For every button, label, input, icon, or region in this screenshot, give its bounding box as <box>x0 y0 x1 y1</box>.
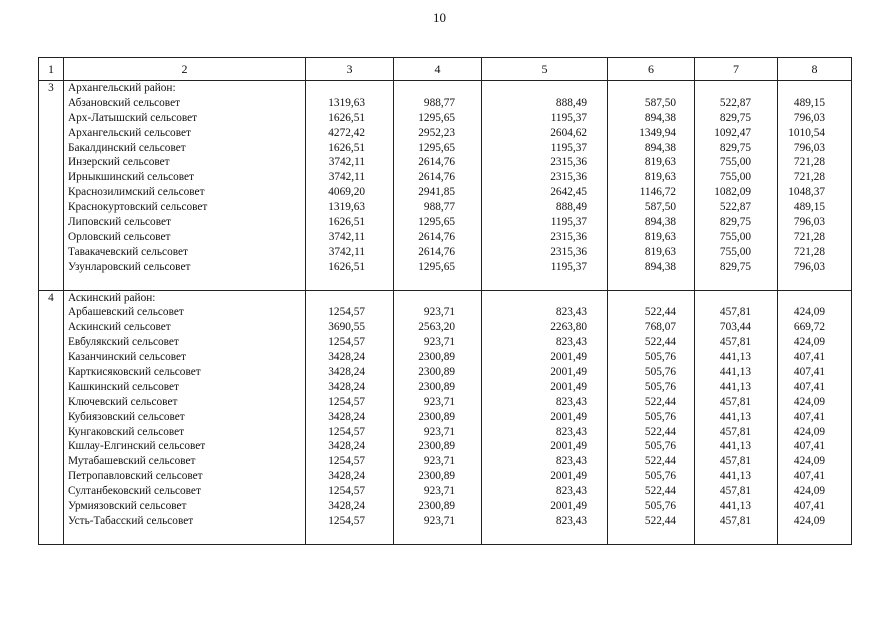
value-cell: 441,13 <box>719 351 751 364</box>
value-cell: 424,09 <box>793 455 825 468</box>
value-spacer <box>608 291 694 306</box>
value-cell: 2614,76 <box>418 171 455 184</box>
district-title: Архангельский район: <box>68 82 176 94</box>
value-cell: 457,81 <box>719 306 751 319</box>
value-cell: 721,28 <box>793 230 825 243</box>
council-name: Орловский сельсовет <box>68 230 171 243</box>
value-cell: 829,75 <box>719 216 751 229</box>
value-cell: 755,00 <box>719 245 751 258</box>
value-cell: 424,09 <box>793 485 825 498</box>
value-cell: 407,41 <box>793 351 825 364</box>
value-cell: 424,09 <box>793 395 825 408</box>
section-row <box>39 290 852 544</box>
value-cell: 522,87 <box>719 201 751 214</box>
value-cell: 819,63 <box>644 156 676 169</box>
value-cell: 923,71 <box>423 514 455 527</box>
council-name: Липовский сельсовет <box>68 216 171 229</box>
value-column-3 <box>306 81 394 291</box>
value-cell: 1254,57 <box>328 395 365 408</box>
value-cell: 424,09 <box>793 336 825 349</box>
header-cell: 8 <box>778 58 852 81</box>
value-cell: 407,41 <box>793 410 825 423</box>
value-column-6 <box>608 81 695 291</box>
council-name: Архангельский сельсовет <box>68 126 191 139</box>
value-cell: 489,15 <box>793 201 825 214</box>
value-cell: 2263,80 <box>550 321 587 334</box>
name-column <box>64 290 306 544</box>
council-name: Кунгаковский сельсовет <box>68 425 185 438</box>
council-name: Усть-Табасский сельсовет <box>68 514 194 527</box>
value-spacer <box>306 291 393 306</box>
value-cell: 923,71 <box>423 306 455 319</box>
value-cell: 1254,57 <box>328 425 365 438</box>
value-cell: 823,43 <box>555 395 587 408</box>
value-cell: 721,28 <box>793 156 825 169</box>
value-cell: 2604,62 <box>550 126 587 139</box>
value-cell: 894,38 <box>644 141 676 154</box>
section-number: 3 <box>39 81 64 291</box>
value-cell: 2300,89 <box>418 380 455 393</box>
value-cell: 923,71 <box>423 425 455 438</box>
value-spacer <box>778 291 851 306</box>
value-cell: 522,44 <box>644 306 676 319</box>
value-cell: 888,49 <box>555 96 587 109</box>
district-title: Аскинский район: <box>68 291 156 304</box>
council-name: Ирныкшинский сельсовет <box>68 171 194 184</box>
value-cell: 1319,63 <box>328 201 365 214</box>
value-cell: 505,76 <box>644 410 676 423</box>
council-name: Петропавловский сельсовет <box>68 470 203 483</box>
value-cell: 823,43 <box>555 485 587 498</box>
table-body <box>39 58 852 545</box>
value-cell: 3428,24 <box>328 380 365 393</box>
council-name: Бакалдинский сельсовет <box>68 141 186 154</box>
value-cell: 1082,09 <box>714 186 751 199</box>
header-cell: 1 <box>39 58 64 81</box>
value-cell: 424,09 <box>793 425 825 438</box>
value-cell: 457,81 <box>719 455 751 468</box>
header-row <box>39 58 852 81</box>
value-cell: 2001,49 <box>550 470 587 483</box>
value-cell: 2300,89 <box>418 351 455 364</box>
value-cell: 2001,49 <box>550 500 587 513</box>
value-cell: 2300,89 <box>418 366 455 379</box>
value-cell: 796,03 <box>793 111 825 124</box>
value-cell: 457,81 <box>719 336 751 349</box>
value-cell: 522,44 <box>644 395 676 408</box>
value-cell: 1626,51 <box>328 260 365 273</box>
value-cell: 823,43 <box>555 306 587 319</box>
value-cell: 441,13 <box>719 410 751 423</box>
value-spacer <box>482 291 607 306</box>
value-cell: 2001,49 <box>550 410 587 423</box>
value-column-4 <box>394 81 482 291</box>
value-cell: 894,38 <box>644 260 676 273</box>
value-cell: 1254,57 <box>328 336 365 349</box>
value-cell: 1626,51 <box>328 141 365 154</box>
section-row <box>39 81 852 291</box>
value-cell: 505,76 <box>644 366 676 379</box>
header-cell: 4 <box>394 58 482 81</box>
value-cell: 1295,65 <box>418 260 455 273</box>
value-spacer <box>394 81 481 96</box>
value-spacer <box>306 81 393 96</box>
header-cell: 5 <box>482 58 608 81</box>
value-cell: 829,75 <box>719 141 751 154</box>
value-cell: 829,75 <box>719 111 751 124</box>
council-name: Краснокуртовский сельсовет <box>68 201 208 214</box>
value-cell: 522,87 <box>719 96 751 109</box>
value-cell: 721,28 <box>793 245 825 258</box>
value-cell: 3428,24 <box>328 470 365 483</box>
value-cell: 2952,23 <box>418 126 455 139</box>
value-cell: 407,41 <box>793 440 825 453</box>
value-column-5 <box>482 290 608 544</box>
value-cell: 823,43 <box>555 514 587 527</box>
value-cell: 923,71 <box>423 455 455 468</box>
value-spacer <box>608 81 694 96</box>
value-cell: 457,81 <box>719 425 751 438</box>
value-cell: 441,13 <box>719 500 751 513</box>
value-cell: 407,41 <box>793 500 825 513</box>
value-cell: 669,72 <box>793 321 825 334</box>
value-cell: 457,81 <box>719 514 751 527</box>
value-cell: 457,81 <box>719 485 751 498</box>
name-column <box>64 81 306 291</box>
council-name: Инзерский сельсовет <box>68 156 170 169</box>
header-cell: 2 <box>64 58 306 81</box>
value-cell: 1048,37 <box>788 186 825 199</box>
value-spacer <box>778 81 851 96</box>
value-column-5 <box>482 81 608 291</box>
value-cell: 2315,36 <box>550 171 587 184</box>
value-cell: 823,43 <box>555 336 587 349</box>
value-cell: 703,44 <box>719 321 751 334</box>
value-cell: 1295,65 <box>418 216 455 229</box>
value-cell: 1254,57 <box>328 485 365 498</box>
value-cell: 522,44 <box>644 514 676 527</box>
value-cell: 3742,11 <box>328 230 365 243</box>
value-cell: 819,63 <box>644 245 676 258</box>
value-column-7 <box>695 81 778 291</box>
council-name: Краснозилимский сельсовет <box>68 186 205 199</box>
value-cell: 522,44 <box>644 425 676 438</box>
value-cell: 2001,49 <box>550 366 587 379</box>
value-cell: 3742,11 <box>328 245 365 258</box>
value-cell: 2300,89 <box>418 410 455 423</box>
value-cell: 755,00 <box>719 156 751 169</box>
value-cell: 1195,37 <box>550 141 587 154</box>
value-cell: 796,03 <box>793 216 825 229</box>
value-cell: 1146,72 <box>639 186 676 199</box>
value-cell: 1319,63 <box>328 96 365 109</box>
value-spacer <box>695 81 777 96</box>
value-cell: 3742,11 <box>328 156 365 169</box>
header-cell: 3 <box>306 58 394 81</box>
value-cell: 505,76 <box>644 380 676 393</box>
value-cell: 1092,47 <box>714 126 751 139</box>
section-number: 4 <box>39 290 64 544</box>
header-cell: 6 <box>608 58 695 81</box>
value-cell: 1295,65 <box>418 141 455 154</box>
value-cell: 888,49 <box>555 201 587 214</box>
value-cell: 3428,24 <box>328 500 365 513</box>
value-cell: 3690,55 <box>328 321 365 334</box>
value-cell: 3428,24 <box>328 410 365 423</box>
value-cell: 505,76 <box>644 351 676 364</box>
value-cell: 407,41 <box>793 366 825 379</box>
value-cell: 489,15 <box>793 96 825 109</box>
value-cell: 2642,45 <box>550 186 587 199</box>
council-name: Казанчинский сельсовет <box>68 351 186 364</box>
council-name: Урмиязовский сельсовет <box>68 500 187 513</box>
value-cell: 2300,89 <box>418 470 455 483</box>
value-cell: 2001,49 <box>550 380 587 393</box>
value-cell: 1626,51 <box>328 216 365 229</box>
value-cell: 2614,76 <box>418 156 455 169</box>
section-spacer <box>68 275 305 290</box>
value-cell: 424,09 <box>793 306 825 319</box>
value-cell: 4272,42 <box>328 126 365 139</box>
value-cell: 505,76 <box>644 440 676 453</box>
value-cell: 2614,76 <box>418 230 455 243</box>
value-cell: 768,07 <box>644 321 676 334</box>
section-spacer <box>68 529 305 544</box>
value-cell: 2563,20 <box>418 321 455 334</box>
council-name: Кубиязовский сельсовет <box>68 410 185 423</box>
value-cell: 988,77 <box>423 96 455 109</box>
value-column-6 <box>608 290 695 544</box>
value-cell: 407,41 <box>793 470 825 483</box>
value-cell: 3428,24 <box>328 351 365 364</box>
value-cell: 2315,36 <box>550 156 587 169</box>
header-cell: 7 <box>695 58 778 81</box>
value-cell: 1195,37 <box>550 111 587 124</box>
council-name: Узунларовский сельсовет <box>68 260 191 273</box>
council-name: Тавакачевский сельсовет <box>68 245 188 258</box>
value-cell: 923,71 <box>423 485 455 498</box>
value-cell: 2614,76 <box>418 245 455 258</box>
value-cell: 424,09 <box>793 514 825 527</box>
value-cell: 1010,54 <box>788 126 825 139</box>
value-cell: 2315,36 <box>550 230 587 243</box>
value-cell: 587,50 <box>644 96 676 109</box>
value-cell: 2300,89 <box>418 500 455 513</box>
value-cell: 819,63 <box>644 230 676 243</box>
value-cell: 1195,37 <box>550 216 587 229</box>
value-cell: 441,13 <box>719 366 751 379</box>
value-cell: 894,38 <box>644 216 676 229</box>
value-cell: 3428,24 <box>328 366 365 379</box>
council-name: Карткисяковский сельсовет <box>68 366 201 379</box>
value-spacer <box>695 291 777 306</box>
value-cell: 1254,57 <box>328 306 365 319</box>
council-name: Евбулякский сельсовет <box>68 336 179 349</box>
council-name: Аскинский сельсовет <box>68 321 171 334</box>
value-column-8 <box>778 81 852 291</box>
value-cell: 796,03 <box>793 260 825 273</box>
value-cell: 2941,85 <box>418 186 455 199</box>
value-cell: 796,03 <box>793 141 825 154</box>
value-cell: 505,76 <box>644 500 676 513</box>
value-cell: 587,50 <box>644 201 676 214</box>
value-cell: 923,71 <box>423 336 455 349</box>
value-cell: 3428,24 <box>328 440 365 453</box>
value-cell: 1626,51 <box>328 111 365 124</box>
value-cell: 819,63 <box>644 171 676 184</box>
value-cell: 522,44 <box>644 336 676 349</box>
value-cell: 441,13 <box>719 380 751 393</box>
value-cell: 4069,20 <box>328 186 365 199</box>
value-cell: 1195,37 <box>550 260 587 273</box>
value-cell: 407,41 <box>793 380 825 393</box>
value-cell: 2315,36 <box>550 245 587 258</box>
council-name: Арбашевский сельсовет <box>68 306 184 319</box>
value-cell: 522,44 <box>644 485 676 498</box>
value-cell: 721,28 <box>793 171 825 184</box>
value-column-8 <box>778 290 852 544</box>
council-name: Султанбековский сельсовет <box>68 485 201 498</box>
value-spacer <box>394 291 481 306</box>
value-cell: 3742,11 <box>328 171 365 184</box>
value-column-4 <box>394 290 482 544</box>
value-cell: 457,81 <box>719 395 751 408</box>
council-name: Кшлау-Елгинский сельсовет <box>68 440 206 453</box>
value-cell: 755,00 <box>719 171 751 184</box>
value-cell: 1295,65 <box>418 111 455 124</box>
value-cell: 2001,49 <box>550 440 587 453</box>
council-name: Ключевский сельсовет <box>68 395 178 408</box>
value-cell: 823,43 <box>555 455 587 468</box>
value-column-3 <box>306 290 394 544</box>
value-cell: 1349,94 <box>639 126 676 139</box>
value-cell: 441,13 <box>719 470 751 483</box>
value-spacer <box>482 81 607 96</box>
value-cell: 755,00 <box>719 230 751 243</box>
value-cell: 988,77 <box>423 201 455 214</box>
value-cell: 522,44 <box>644 455 676 468</box>
tariff-table <box>38 57 852 545</box>
value-cell: 505,76 <box>644 470 676 483</box>
value-cell: 1254,57 <box>328 514 365 527</box>
council-name: Мутабашевский сельсовет <box>68 455 196 468</box>
council-name: Арх-Латышский сельсовет <box>68 111 198 124</box>
value-cell: 823,43 <box>555 425 587 438</box>
page-number: 10 <box>433 10 446 25</box>
value-cell: 1254,57 <box>328 455 365 468</box>
council-name: Абзановский сельсовет <box>68 96 181 109</box>
value-column-7 <box>695 290 778 544</box>
council-name: Кашкинский сельсовет <box>68 380 179 393</box>
value-cell: 829,75 <box>719 260 751 273</box>
value-cell: 923,71 <box>423 395 455 408</box>
value-cell: 2001,49 <box>550 351 587 364</box>
value-cell: 894,38 <box>644 111 676 124</box>
value-cell: 441,13 <box>719 440 751 453</box>
value-cell: 2300,89 <box>418 440 455 453</box>
